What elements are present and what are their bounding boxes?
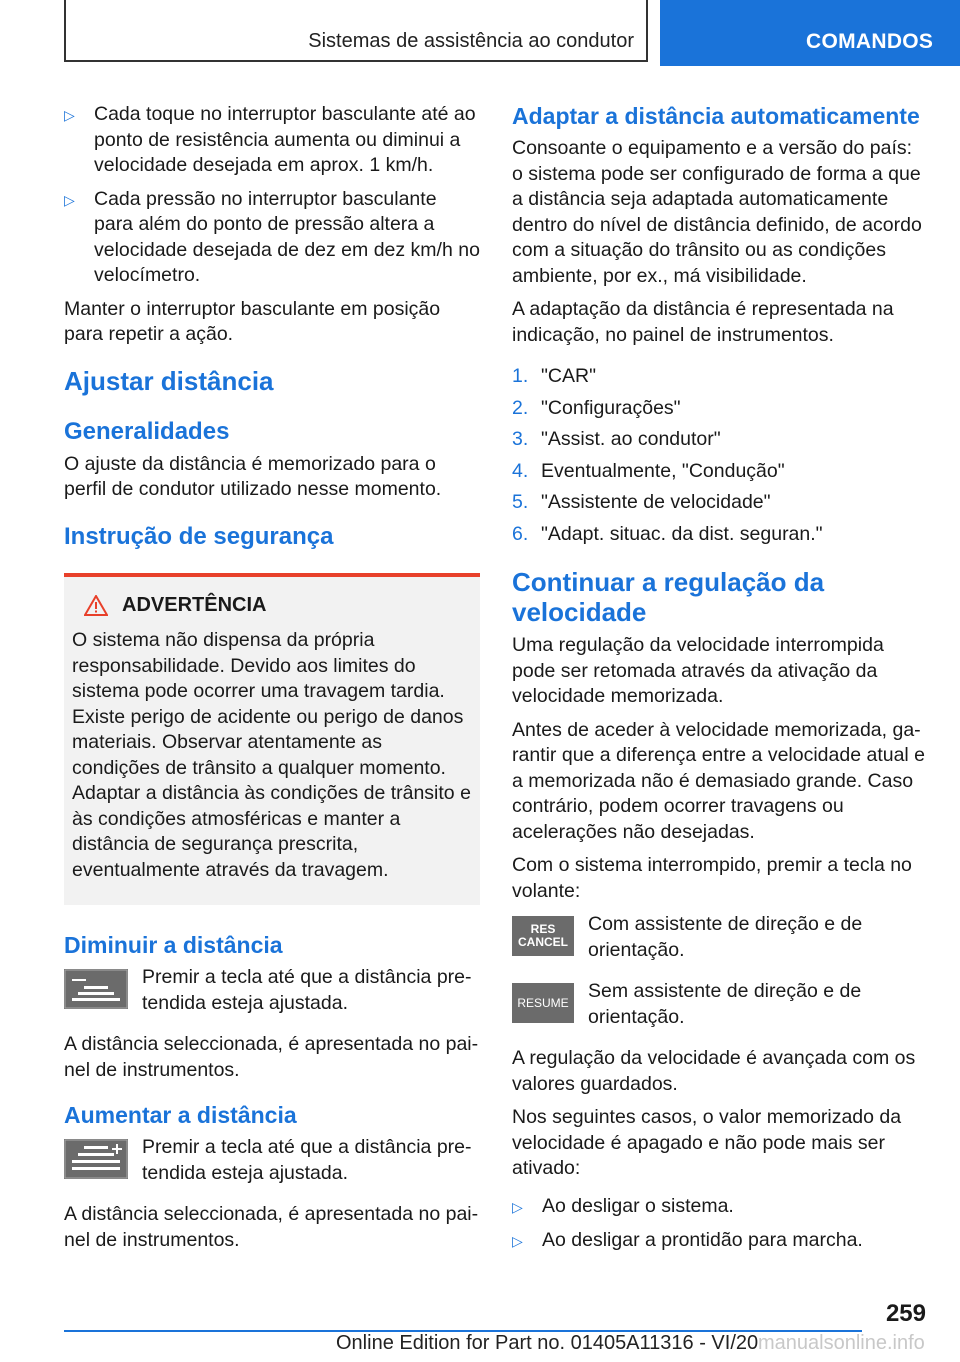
watermark: manualsonline.info [758,1332,925,1354]
step-text: "Configurações" [541,396,681,419]
heading-general: Generalidades [64,417,230,445]
decrease-button-row [64,965,480,1016]
warning-triangle-icon [84,595,108,616]
list-item [512,1194,927,1221]
continue-paragraph-1: Uma regulação da velocidade interrompida pode ser retomada através da ativação da velocidade memorizada. [512,634,884,707]
page-header [0,0,960,66]
list-item [512,427,927,453]
right-column [512,102,927,1263]
continue-paragraph-3: Com o sistema interrompido, premir a tecla no volante: [512,854,912,902]
step-number: 2. [512,396,529,419]
list-item [64,187,480,289]
triangle-bullet-icon: ▷ [64,191,75,208]
continue-paragraph-5: Nos seguintes casos, o valor memorizado da velocidade é apagado e não pode mais ser ativado: [512,1106,902,1179]
heading-increase-distance: Aumentar a distância [64,1102,297,1128]
header-section-box [64,0,648,62]
general-paragraph: O ajuste da distância é memorizado para o perfil de condutor utilizado nesse momento. [64,452,442,500]
res-cancel-text: Com assistente de direção e de orientação. [588,913,863,961]
list-item [512,1228,927,1255]
res-label: RES [530,922,556,936]
resume-button-icon [512,983,574,1023]
resume-row [512,979,927,1030]
res-cancel-button-icon [512,916,574,956]
resume-text: Sem assistente de direção e de orientação. [588,980,862,1028]
distance-decrease-button-icon [64,969,128,1009]
list-item [512,364,927,390]
adapt-paragraph-1: Consoante o equipamento e a versão do país: o sistema pode ser configurado de forma a que a distância seja adaptada automaticamente dentro do nível de distância definido, de acordo com a situação do trânsito ou as condições ambiente, por ex., má visibilidade. [512,137,922,287]
step-text: "Assistente de velocidade" [541,491,771,513]
list-item [64,102,480,179]
warning-box [64,573,480,906]
step-number: 5. [512,491,529,513]
distance-increase-button-icon [64,1139,128,1179]
continue-paragraph-4: A regulação da velocidade é avançada com os valores guardados. [512,1047,916,1095]
cancel-label: CANCEL [518,935,568,949]
list-item [512,490,927,516]
list-item [512,396,927,422]
footer-edition: Online Edition for Part no. 01405A11316 - VI/20 [336,1332,759,1354]
step-number: 3. [512,428,529,450]
chapter-tab-label: COMANDOS [806,30,934,53]
heading-adapt-distance: Adaptar a distância automaticamente [512,103,920,129]
triangle-bullet-icon: ▷ [64,107,75,123]
page-number: 259 [885,1300,926,1327]
list-item [512,522,927,548]
chapter-tab [660,0,960,66]
resume-label: RESUME [517,996,569,1010]
section-title: Sistemas de assistência ao condutor [308,30,634,52]
warning-title-row [72,593,472,619]
bullet-text: Cada toque no interruptor basculante até ao ponto de resistência aumenta ou diminui a velocidade desejada em aprox. 1 km/h. [94,103,476,176]
heading-decrease-distance: Diminuir a distância [64,932,283,958]
step-number: 6. [512,522,529,545]
bullet-text: Cada pressão no interruptor basculante para além do ponto de pressão altera a velocidade desejada de dez em dez km/h no velocímetro. [94,187,480,286]
triangle-bullet-icon: ▷ [512,1198,523,1215]
continue-paragraph-2: Antes de aceder à velocidade memorizada, garantir que a diferença entre a velocidade atual e a memorizada não é demasiado grande. Caso contrário, podem ocorrer travagens ou acelerações não desejadas. [512,718,926,843]
bullet-text: Ao desligar o sistema. [542,1194,734,1217]
step-number: 4. [512,459,529,482]
steps-list [512,364,927,547]
warning-text: O sistema não dispensa da própria responsabilidade. Devido aos limites do sistema pode ocorrer uma travagem tardia. Existe perigo de acidente ou perigo de danos materiais. Observar atentamente as condições de trânsito a qualquer momento. Adaptar a distância às condições de trânsito e às condições atmosféricas e manter a distância de segurança prescrita, eventualmente através da travagem. [72,629,471,881]
decrease-button-text: Premir a tecla até que a distância pretendida esteja ajustada. [142,966,472,1014]
increase-button-text: Premir a tecla até que a distância pretendida esteja ajustada. [142,1136,472,1184]
bullet-text: Ao desligar a prontidão para marcha. [542,1229,863,1251]
adapt-paragraph-2: A adaptação da distância é representada na indicação, no painel de instrumentos. [512,298,894,346]
hold-paragraph: Manter o interruptor basculante em posição para repetir a ação. [64,297,441,345]
step-text: Eventualmente, "Condução" [541,459,785,482]
step-text: "Assist. ao condutor" [541,428,721,450]
step-number: 1. [512,365,529,387]
triangle-bullet-icon: ▷ [512,1233,523,1249]
heading-continue-speed: Continuar a regulação da velocidade [512,567,825,627]
heading-safety: Instrução de segurança [64,522,334,550]
increase-paragraph: A distância seleccionada, é apresentada no painel de instrumentos. [64,1203,479,1251]
step-text: "Adapt. situac. da dist. seguran." [541,522,823,545]
increase-button-row [64,1135,480,1186]
res-cancel-row [512,912,927,963]
left-column [64,102,480,1261]
heading-adjust-distance: Ajustar distância [64,365,274,396]
list-item [512,459,927,485]
step-text: "CAR" [541,365,597,387]
decrease-paragraph: A distância seleccionada, é apresentada no painel de instrumentos. [64,1033,479,1081]
warning-title: ADVERTÊNCIA [122,593,267,616]
